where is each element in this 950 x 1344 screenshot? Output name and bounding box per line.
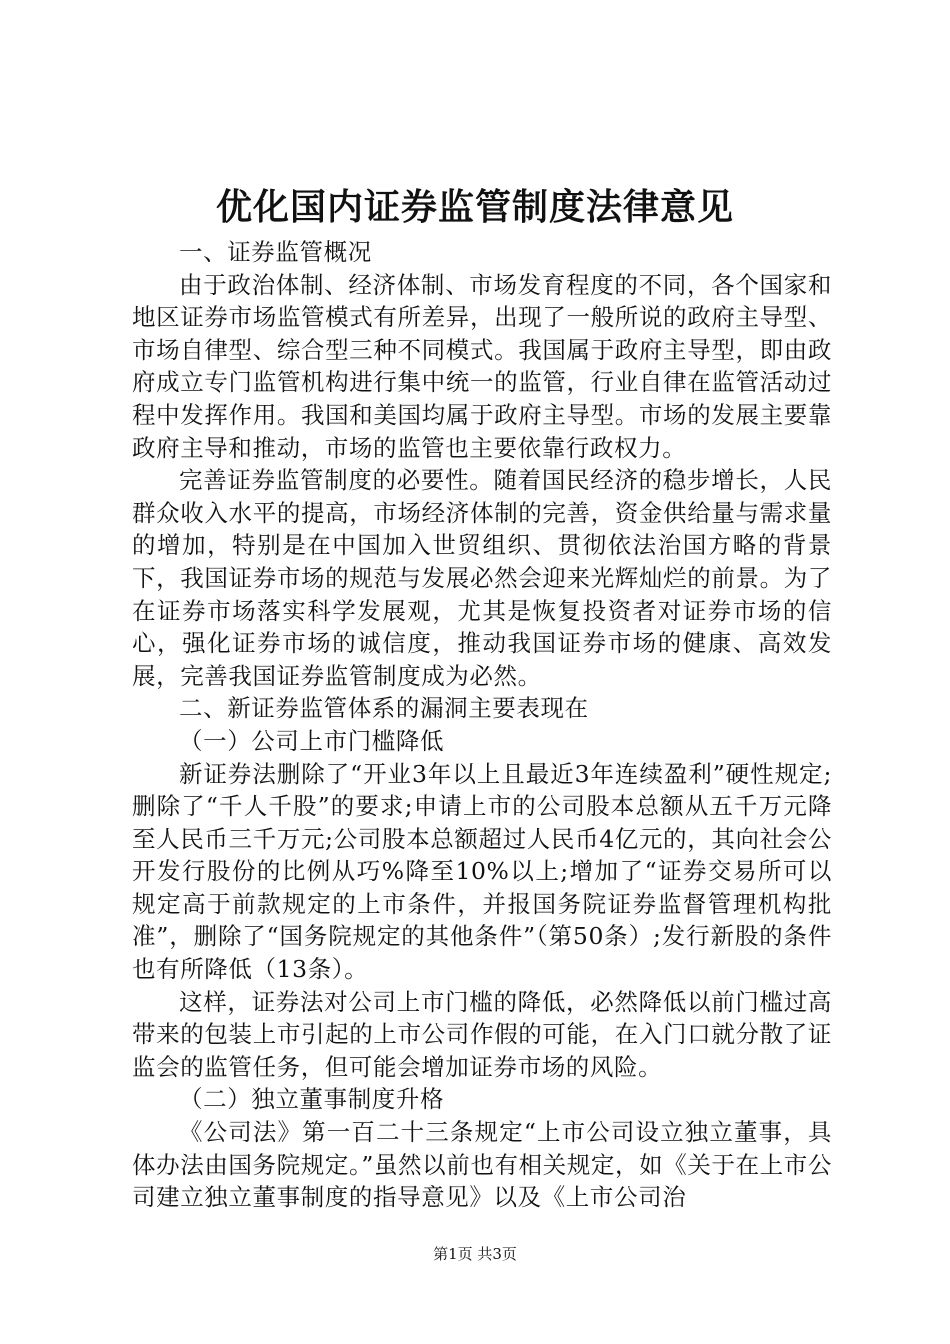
page-number-footer: 第1页 共3页 bbox=[433, 1245, 517, 1263]
paragraph-4: 这样，证券法对公司上市门槛的降低，必然降低以前门槛过高带来的包装上市引起的上市公司作假的可能，在入门口就分散了证监会的监管任务，但可能会增加证券市场的风险。 bbox=[132, 987, 832, 1081]
paragraph-1: 由于政治体制、经济体制、市场发育程度的不同，各个国家和地区证券市场监管模式有所差异，出现了一般所说的政府主导型、市场自律型、综合型三种不同模式。我国属于政府主导型，即由政府成立专门监管机构进行集中统一的监管，行业自律在监管活动过程中发挥作用。我国和美国均属于政府主导型。市场的发展主要靠政府主导和推动，市场的监管也主要依靠行政权力。 bbox=[132, 270, 832, 462]
subsection-heading-2: （二）独立董事制度升格 bbox=[179, 1085, 445, 1114]
section-heading-2: 二、新证券监管体系的漏洞主要表现在 bbox=[179, 694, 589, 723]
paragraph-2: 完善证券监管制度的必要性。随着国民经济的稳步增长，人民群众收入水平的提高，市场经济体制的完善，资金供给量与需求量的增加，特别是在中国加入世贸组织、贯彻依法治国方略的背景下，我国证券市场的规范与发展必然会迎来光辉灿烂的前景。为了在证券市场落实科学发展观，尤其是恢复投资者对证券市场的信心，强化证券市场的诚信度，推动我国证券市场的健康、高效发展，完善我国证券监管制度成为必然。 bbox=[132, 466, 832, 690]
paragraph-3: 新证券法删除了“开业3年以上且最近3年连续盈利”硬性规定;删除了“千人千股”的要求;申请上市的公司股本总额从五千万元降至人民币三千万元;公司股本总额超过人民币4亿元的，其向社会公开发行股份的比例从巧%降至10%以上;增加了“证券交易所可以规定高于前款规定的上市条件，并报国务院证券监督管理机构批准”，删除了“国务院规定的其他条件”（第50条）;发行新股的条件也有所降低（13条）。 bbox=[132, 759, 832, 984]
subsection-heading-1: （一）公司上市门槛降低 bbox=[179, 726, 445, 755]
page-title: 优化国内证券监管制度法律意见 bbox=[215, 186, 734, 228]
document-body bbox=[132, 236, 832, 1214]
section-heading-1: 一、证券监管概况 bbox=[179, 238, 372, 266]
paragraph-5: 《公司法》第一百二十三条规定“上市公司设立独立董事，具体办法由国务院规定。”虽然以前也有相关规定，如《关于在上市公司建立独立董事制度的指导意见》以及《上市公司治 bbox=[132, 1118, 832, 1212]
